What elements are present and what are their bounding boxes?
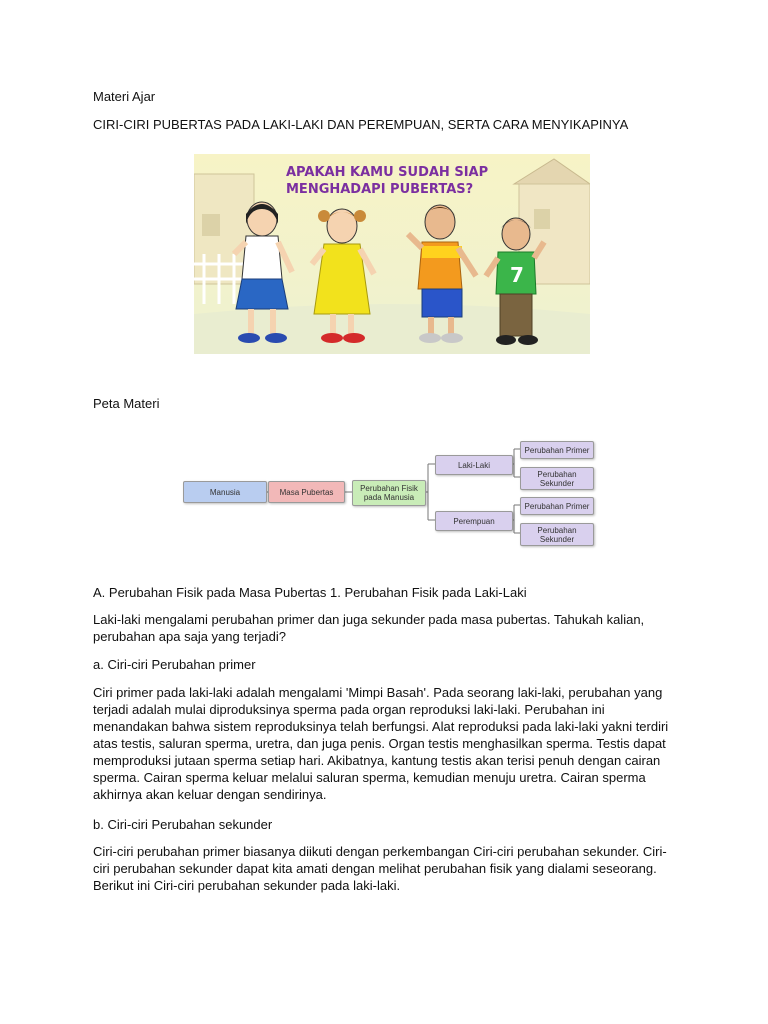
primer-line: sperma. Cairan sperma keluar melalui saluran sperma, kemudian menuju uretra. Cairan sperma <box>93 770 646 785</box>
window <box>534 209 550 229</box>
primer-line: Ciri primer pada laki-laki adalah mengalami 'Mimpi Basah'. Pada seorang laki-laki, perubahan yang <box>93 685 663 700</box>
node-primer-laki-label: Perubahan Primer <box>524 445 590 455</box>
node-manusia-label: Manusia <box>209 487 241 497</box>
primer-line: akhirnya akan keluar dengan sendirinya. <box>93 787 327 802</box>
node-sekunder-perempuan <box>520 523 594 546</box>
section-a-heading: A. Perubahan Fisik pada Masa Pubertas 1. Perubahan Fisik pada Laki-Laki <box>93 585 527 600</box>
sub-b-heading: b. Ciri-ciri Perubahan sekunder <box>93 817 273 832</box>
sekunder-line: ciri perubahan sekunder dapat kita amati dengan melihat perubahan fisik yang dialami seseorang. <box>93 861 657 876</box>
node-masa-pubertas <box>268 481 345 503</box>
window <box>202 214 220 236</box>
concept-map <box>180 430 600 555</box>
puberty-illustration <box>194 154 590 354</box>
node-primer-perempuan <box>520 497 594 515</box>
node-perubahan-fisik-label-2: pada Manusia <box>363 493 415 502</box>
node-sekunder-laki-label-1: Perubahan <box>537 469 577 479</box>
primer-line: menandakan bahwa sistem reproduksinya telah berfungsi. Alat reproduksi pada laki-laki yakni terdiri <box>93 719 669 734</box>
primer-paragraph <box>93 684 673 803</box>
sekunder-paragraph <box>93 843 673 894</box>
intro-paragraph <box>93 611 673 645</box>
sekunder-line: Ciri-ciri perubahan primer biasanya diikuti dengan perkembangan Ciri-ciri perubahan sekunder. Ciri- <box>93 844 667 859</box>
node-primer-laki <box>520 441 594 459</box>
node-perubahan-fisik <box>352 480 426 506</box>
node-perempuan <box>435 511 513 531</box>
node-sekunder-laki-label-2: Sekunder <box>539 478 575 488</box>
banner-text-line1: APAKAH KAMU SUDAH SIAP <box>286 165 489 180</box>
node-laki-laki-label: Laki-Laki <box>457 460 490 470</box>
node-sekunder-perempuan-label-1: Perubahan <box>537 525 577 535</box>
node-sekunder-laki <box>520 467 594 490</box>
node-laki-laki <box>435 455 513 475</box>
node-primer-perempuan-label: Perubahan Primer <box>524 501 590 511</box>
sekunder-line: Berikut ini Ciri-ciri perubahan sekunder pada laki-laki. <box>93 878 401 893</box>
primer-line: terjadi adalah mulai diproduksinya sperma pada organ reproduksi laki-laki. Perubahan ini <box>93 702 605 717</box>
node-masa-pubertas-label: Masa Pubertas <box>279 487 334 497</box>
shirt-number: 7 <box>510 263 524 287</box>
node-perempuan-label: Perempuan <box>453 516 495 526</box>
sub-a-heading: a. Ciri-ciri Perubahan primer <box>93 657 256 672</box>
illustration-svg <box>194 154 590 354</box>
materi-ajar-label: Materi Ajar <box>93 89 156 104</box>
intro-line: Laki-laki mengalami perubahan primer dan juga sekunder pada masa pubertas. Tahukah kalian, <box>93 612 645 627</box>
banner-text-line2: MENGHADAPI PUBERTAS? <box>286 182 474 197</box>
primer-line: memproduksi jutaan sperma setiap hari. Akibatnya, kantung testis akan terisi penuh dengan cairan <box>93 753 661 768</box>
node-sekunder-perempuan-label-2: Sekunder <box>539 534 575 544</box>
document-title: CIRI-CIRI PUBERTAS PADA LAKI-LAKI DAN PEREMPUAN, SERTA CARA MENYIKAPINYA <box>93 117 629 132</box>
node-perubahan-fisik-label-1: Perubahan Fisik <box>360 484 418 493</box>
node-manusia <box>183 481 267 503</box>
primer-line: atas testis, saluran sperma, uretra, dan juga penis. Organ testis menghasilkan sperma. Testis dapat <box>93 736 666 751</box>
intro-line: perubahan apa saja yang terjadi? <box>93 629 286 644</box>
peta-materi-heading: Peta Materi <box>93 396 160 411</box>
